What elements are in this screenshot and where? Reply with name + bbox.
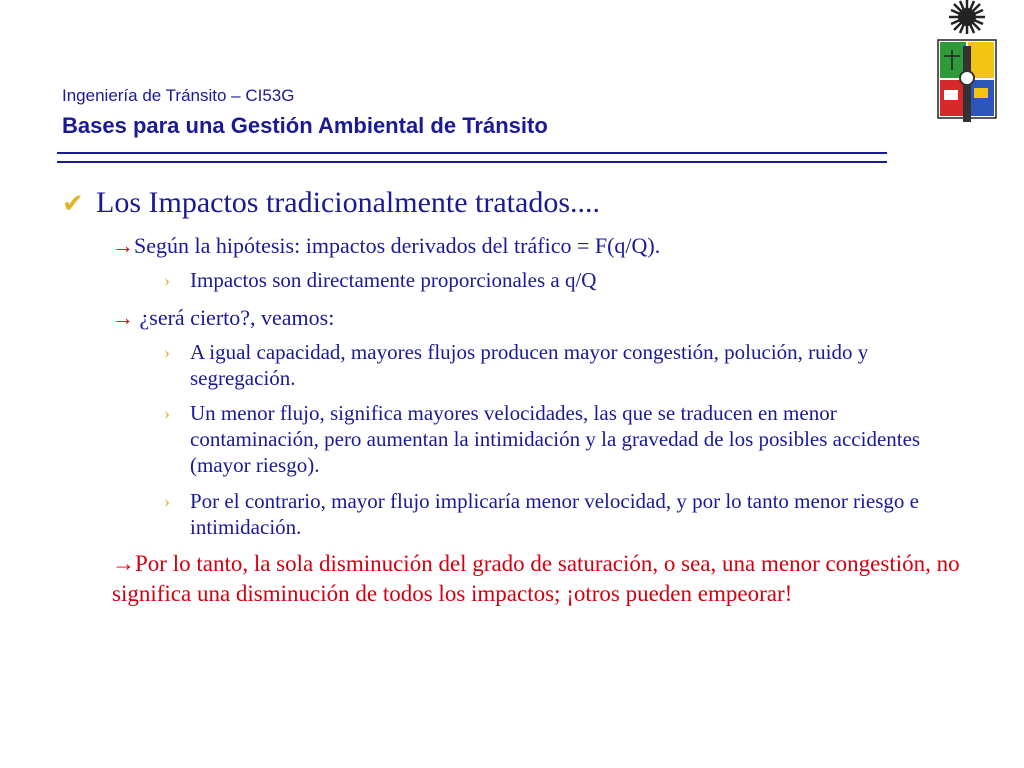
level1-text: Los Impactos tradicionalmente tratados.... <box>96 186 601 219</box>
chevron-right-icon: › <box>164 342 170 362</box>
arrow-icon: → <box>112 233 134 258</box>
slide-title: Bases para una Gestión Ambiental de Tránsito <box>62 113 548 138</box>
chevron-right-icon: › <box>164 491 170 511</box>
level3-bullet <box>164 267 964 293</box>
level2-bullet <box>112 549 962 609</box>
level2-text: ¿será cierto?, veamos: <box>139 305 335 330</box>
chevron-right-icon: › <box>164 270 170 290</box>
divider-line <box>57 161 887 163</box>
level2-bullet <box>112 304 334 331</box>
arrow-icon: → <box>112 305 134 330</box>
level3-text: Por el contrario, mayor flujo implicaría menor velocidad, y por lo tanto menor riesgo e intimidación. <box>190 489 919 539</box>
level3-text: A igual capacidad, mayores flujos producen mayor congestión, polución, ruido y segregación. <box>190 340 869 390</box>
level2-bullet <box>112 232 660 259</box>
university-emblem <box>934 0 1000 122</box>
level2-text-emphasis: Por lo tanto, la sola disminución del grado de saturación, o sea, una menor congestión, no significa una disminución de todos los impactos; ¡otros pueden empeorar! <box>112 551 960 606</box>
divider-line <box>57 152 887 154</box>
arrow-icon: → <box>112 551 135 576</box>
level2-text: Según la hipótesis: impactos derivados del tráfico = F(q/Q). <box>134 233 661 258</box>
level3-bullet <box>164 339 954 391</box>
level3-text: Un menor flujo, significa mayores velocidades, las que se traducen en menor contaminación, pero aumentan la intimidación y la gravedad de los posibles accidentes (mayor riesgo). <box>190 401 921 477</box>
level3-bullet <box>164 488 954 540</box>
level3-text: Impactos son directamente proporcionales a q/Q <box>190 268 597 292</box>
check-icon: ✔ <box>62 189 84 218</box>
level1-bullet <box>62 186 600 220</box>
course-name: Ingeniería de Tránsito – CI53G <box>62 86 295 105</box>
chevron-right-icon: › <box>164 403 170 423</box>
level3-bullet <box>164 400 954 478</box>
